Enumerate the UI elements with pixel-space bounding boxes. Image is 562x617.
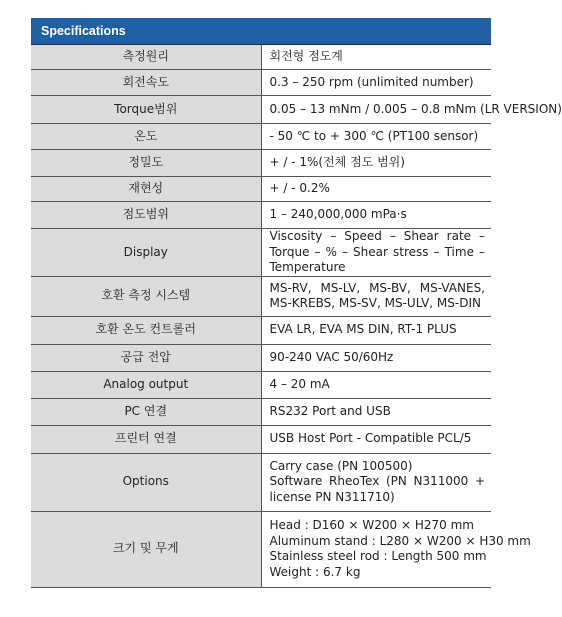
row-label: Display	[31, 229, 261, 277]
value-line: 0.3 – 250 rpm (unlimited number)	[269, 74, 474, 89]
table-row	[31, 96, 491, 124]
value-line: Weight : 6.7 kg	[269, 564, 361, 579]
table-row	[31, 344, 491, 371]
value-line: + / - 0.2%	[269, 181, 330, 196]
table-row	[31, 229, 491, 277]
row-label: Torque범위	[31, 96, 261, 124]
row-value	[261, 45, 491, 70]
value-line: 0.05 – 13 mNm / 0.005 – 0.8 mNm (LR VERSION)	[269, 101, 562, 116]
table-row	[31, 371, 491, 398]
row-label: 온도	[31, 124, 261, 150]
table-row	[31, 45, 491, 70]
table-header-title: Specifications	[31, 18, 491, 45]
row-value	[261, 425, 491, 453]
row-label: 호환 측정 시스템	[31, 276, 261, 316]
row-value	[261, 316, 491, 344]
value-line: - 50 ℃ to + 300 ℃ (PT100 sensor)	[269, 128, 479, 143]
table-row	[31, 511, 491, 587]
value-line: 회전형 점도계	[269, 49, 343, 64]
table-row	[31, 124, 491, 150]
row-value	[261, 150, 491, 177]
row-value	[261, 177, 491, 202]
row-value	[261, 124, 491, 150]
row-value: Viscosity – Speed – Shear rate – Torque – % – Shear stress – Time –Temperature	[261, 229, 491, 277]
row-value	[261, 371, 491, 398]
value-line: USB Host Port - Compatible PCL/5	[269, 431, 472, 446]
row-value	[261, 453, 491, 511]
row-value	[261, 398, 491, 425]
row-label: Options	[31, 453, 261, 511]
row-label: 호환 온도 컨트롤러	[31, 316, 261, 344]
table-row	[31, 150, 491, 177]
row-label: 공급 전압	[31, 344, 261, 371]
table-row	[31, 177, 491, 202]
value-line: 90-240 VAC 50/60Hz	[269, 349, 394, 364]
value-line: EVA LR, EVA MS DIN, RT-1 PLUS	[269, 322, 457, 337]
specifications-table	[31, 18, 562, 588]
table-row	[31, 398, 491, 425]
row-label: 회전속도	[31, 70, 261, 96]
value-line: 1 – 240,000,000 mPa·s	[269, 207, 407, 222]
row-label: 재현성	[31, 177, 261, 202]
row-label: 프린터 연결	[31, 425, 261, 453]
row-label: PC 연결	[31, 398, 261, 425]
row-label: 크기 및 무게	[31, 511, 261, 587]
table-row	[31, 276, 491, 316]
value-line: Head : D160 × W200 × H270 mm	[269, 518, 474, 532]
value-line: Aluminum stand : L280 × W200 × H30 mm	[269, 533, 531, 548]
row-label: 측정원리	[31, 45, 261, 70]
table-row	[31, 316, 491, 344]
row-label: Analog output	[31, 371, 261, 398]
table-row	[31, 453, 491, 511]
table-row	[31, 425, 491, 453]
row-value	[261, 70, 491, 96]
value-line: RS232 Port and USB	[269, 403, 391, 418]
row-value	[261, 511, 531, 587]
value-line: Carry case (PN 100500)	[269, 458, 413, 473]
row-label: 점도범위	[31, 202, 261, 229]
row-label: 정밀도	[31, 150, 261, 177]
value-line: + / - 1%(전체 점도 범위)	[269, 155, 405, 170]
row-value	[261, 202, 491, 229]
value-line: 4 – 20 mA	[269, 376, 330, 391]
value-line: Stainless steel rod : Length 500 mm	[269, 549, 487, 563]
table-row	[31, 202, 491, 229]
row-value	[261, 96, 562, 124]
row-value: MS-RV, MS-LV, MS-BV, MS-VANES, MS-KREBS, MS-SV, MS-ULV, MS-DIN	[261, 276, 491, 316]
value-paragraph: Software RheoTex (PN N311000 + license PN N311710)	[269, 474, 485, 504]
table-row	[31, 70, 491, 96]
row-value	[261, 344, 491, 371]
